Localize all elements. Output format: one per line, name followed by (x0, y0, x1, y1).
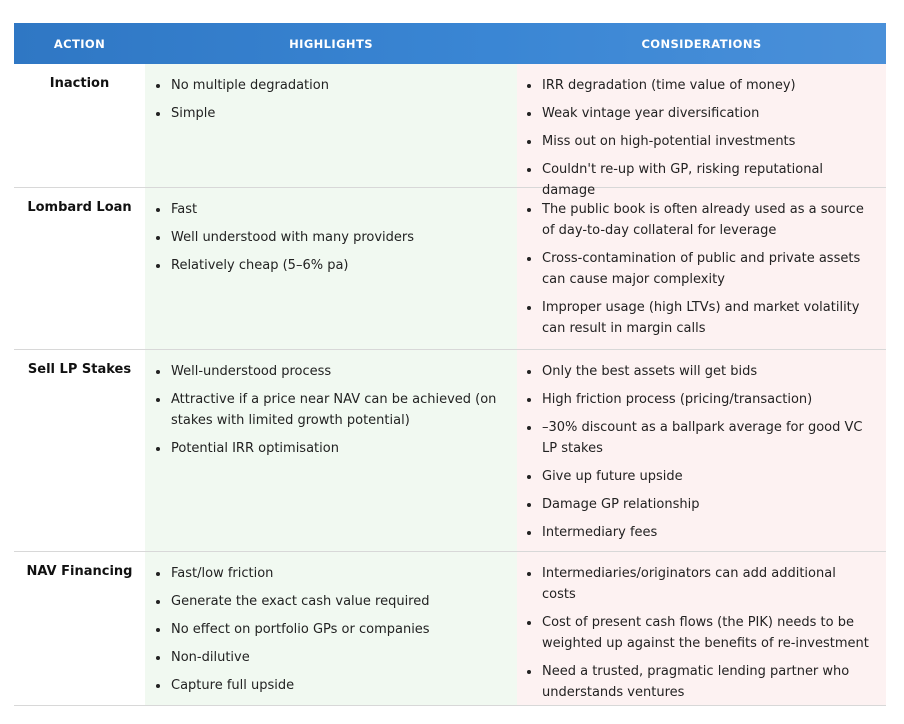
highlight-item: Potential IRR optimisation (145, 438, 517, 459)
highlights-cell (145, 350, 517, 551)
consideration-item: Couldn't re-up with GP, risking reputational damage (517, 159, 886, 201)
consideration-item: High friction process (pricing/transaction) (517, 389, 886, 410)
highlight-item: Relatively cheap (5–6% pa) (145, 255, 517, 276)
highlight-item: Generate the exact cash value required (145, 591, 517, 612)
highlights-cell (145, 188, 517, 349)
highlight-item: Well understood with many providers (145, 227, 517, 248)
consideration-item: Intermediaries/originators can add additional costs (517, 563, 886, 605)
highlight-item: Simple (145, 103, 517, 124)
table-row (14, 552, 886, 706)
action-label: NAV Financing (14, 552, 145, 705)
header-highlights: HIGHLIGHTS (289, 36, 373, 51)
considerations-cell (517, 188, 886, 349)
highlight-item: Capture full upside (145, 675, 517, 696)
considerations-cell (517, 64, 886, 198)
action-label: Sell LP Stakes (14, 350, 145, 551)
highlights-cell (145, 64, 517, 187)
consideration-item: Need a trusted, pragmatic lending partner who understands ventures (517, 661, 886, 703)
highlight-item: No multiple degradation (145, 75, 517, 96)
table-row (14, 350, 886, 552)
highlight-item: Fast (145, 199, 517, 220)
highlight-item: Well-understood process (145, 361, 517, 382)
table-row (14, 188, 886, 350)
consideration-item: Damage GP relationship (517, 494, 886, 515)
highlight-item: Fast/low friction (145, 563, 517, 584)
consideration-item: Cost of present cash flows (the PIK) needs to be weighted up against the benefits of re-investment (517, 612, 886, 654)
consideration-item: Cross-contamination of public and private assets can cause major complexity (517, 248, 886, 290)
consideration-item: Intermediary fees (517, 522, 886, 543)
consideration-item: The public book is often already used as a source of day-to-day collateral for leverage (517, 199, 886, 241)
considerations-cell (517, 552, 886, 705)
considerations-cell (517, 350, 886, 551)
consideration-item: Improper usage (high LTVs) and market volatility can result in margin calls (517, 297, 886, 339)
consideration-item: IRR degradation (time value of money) (517, 75, 886, 96)
highlight-item: Non-dilutive (145, 647, 517, 668)
highlight-item: No effect on portfolio GPs or companies (145, 619, 517, 640)
table-header (14, 23, 886, 64)
header-considerations: CONSIDERATIONS (641, 36, 762, 51)
highlights-cell (145, 552, 517, 705)
consideration-item: Only the best assets will get bids (517, 361, 886, 382)
consideration-item: Weak vintage year diversification (517, 103, 886, 124)
consideration-item: Give up future upside (517, 466, 886, 487)
consideration-item: Miss out on high-potential investments (517, 131, 886, 152)
table-row (14, 64, 886, 198)
action-label: Inaction (14, 64, 145, 187)
highlight-item: Attractive if a price near NAV can be achieved (on stakes with limited growth potential) (145, 389, 517, 431)
action-label: Lombard Loan (14, 188, 145, 349)
consideration-item: –30% discount as a ballpark average for good VC LP stakes (517, 417, 886, 459)
header-action: ACTION (53, 36, 106, 51)
comparison-table (14, 23, 886, 706)
